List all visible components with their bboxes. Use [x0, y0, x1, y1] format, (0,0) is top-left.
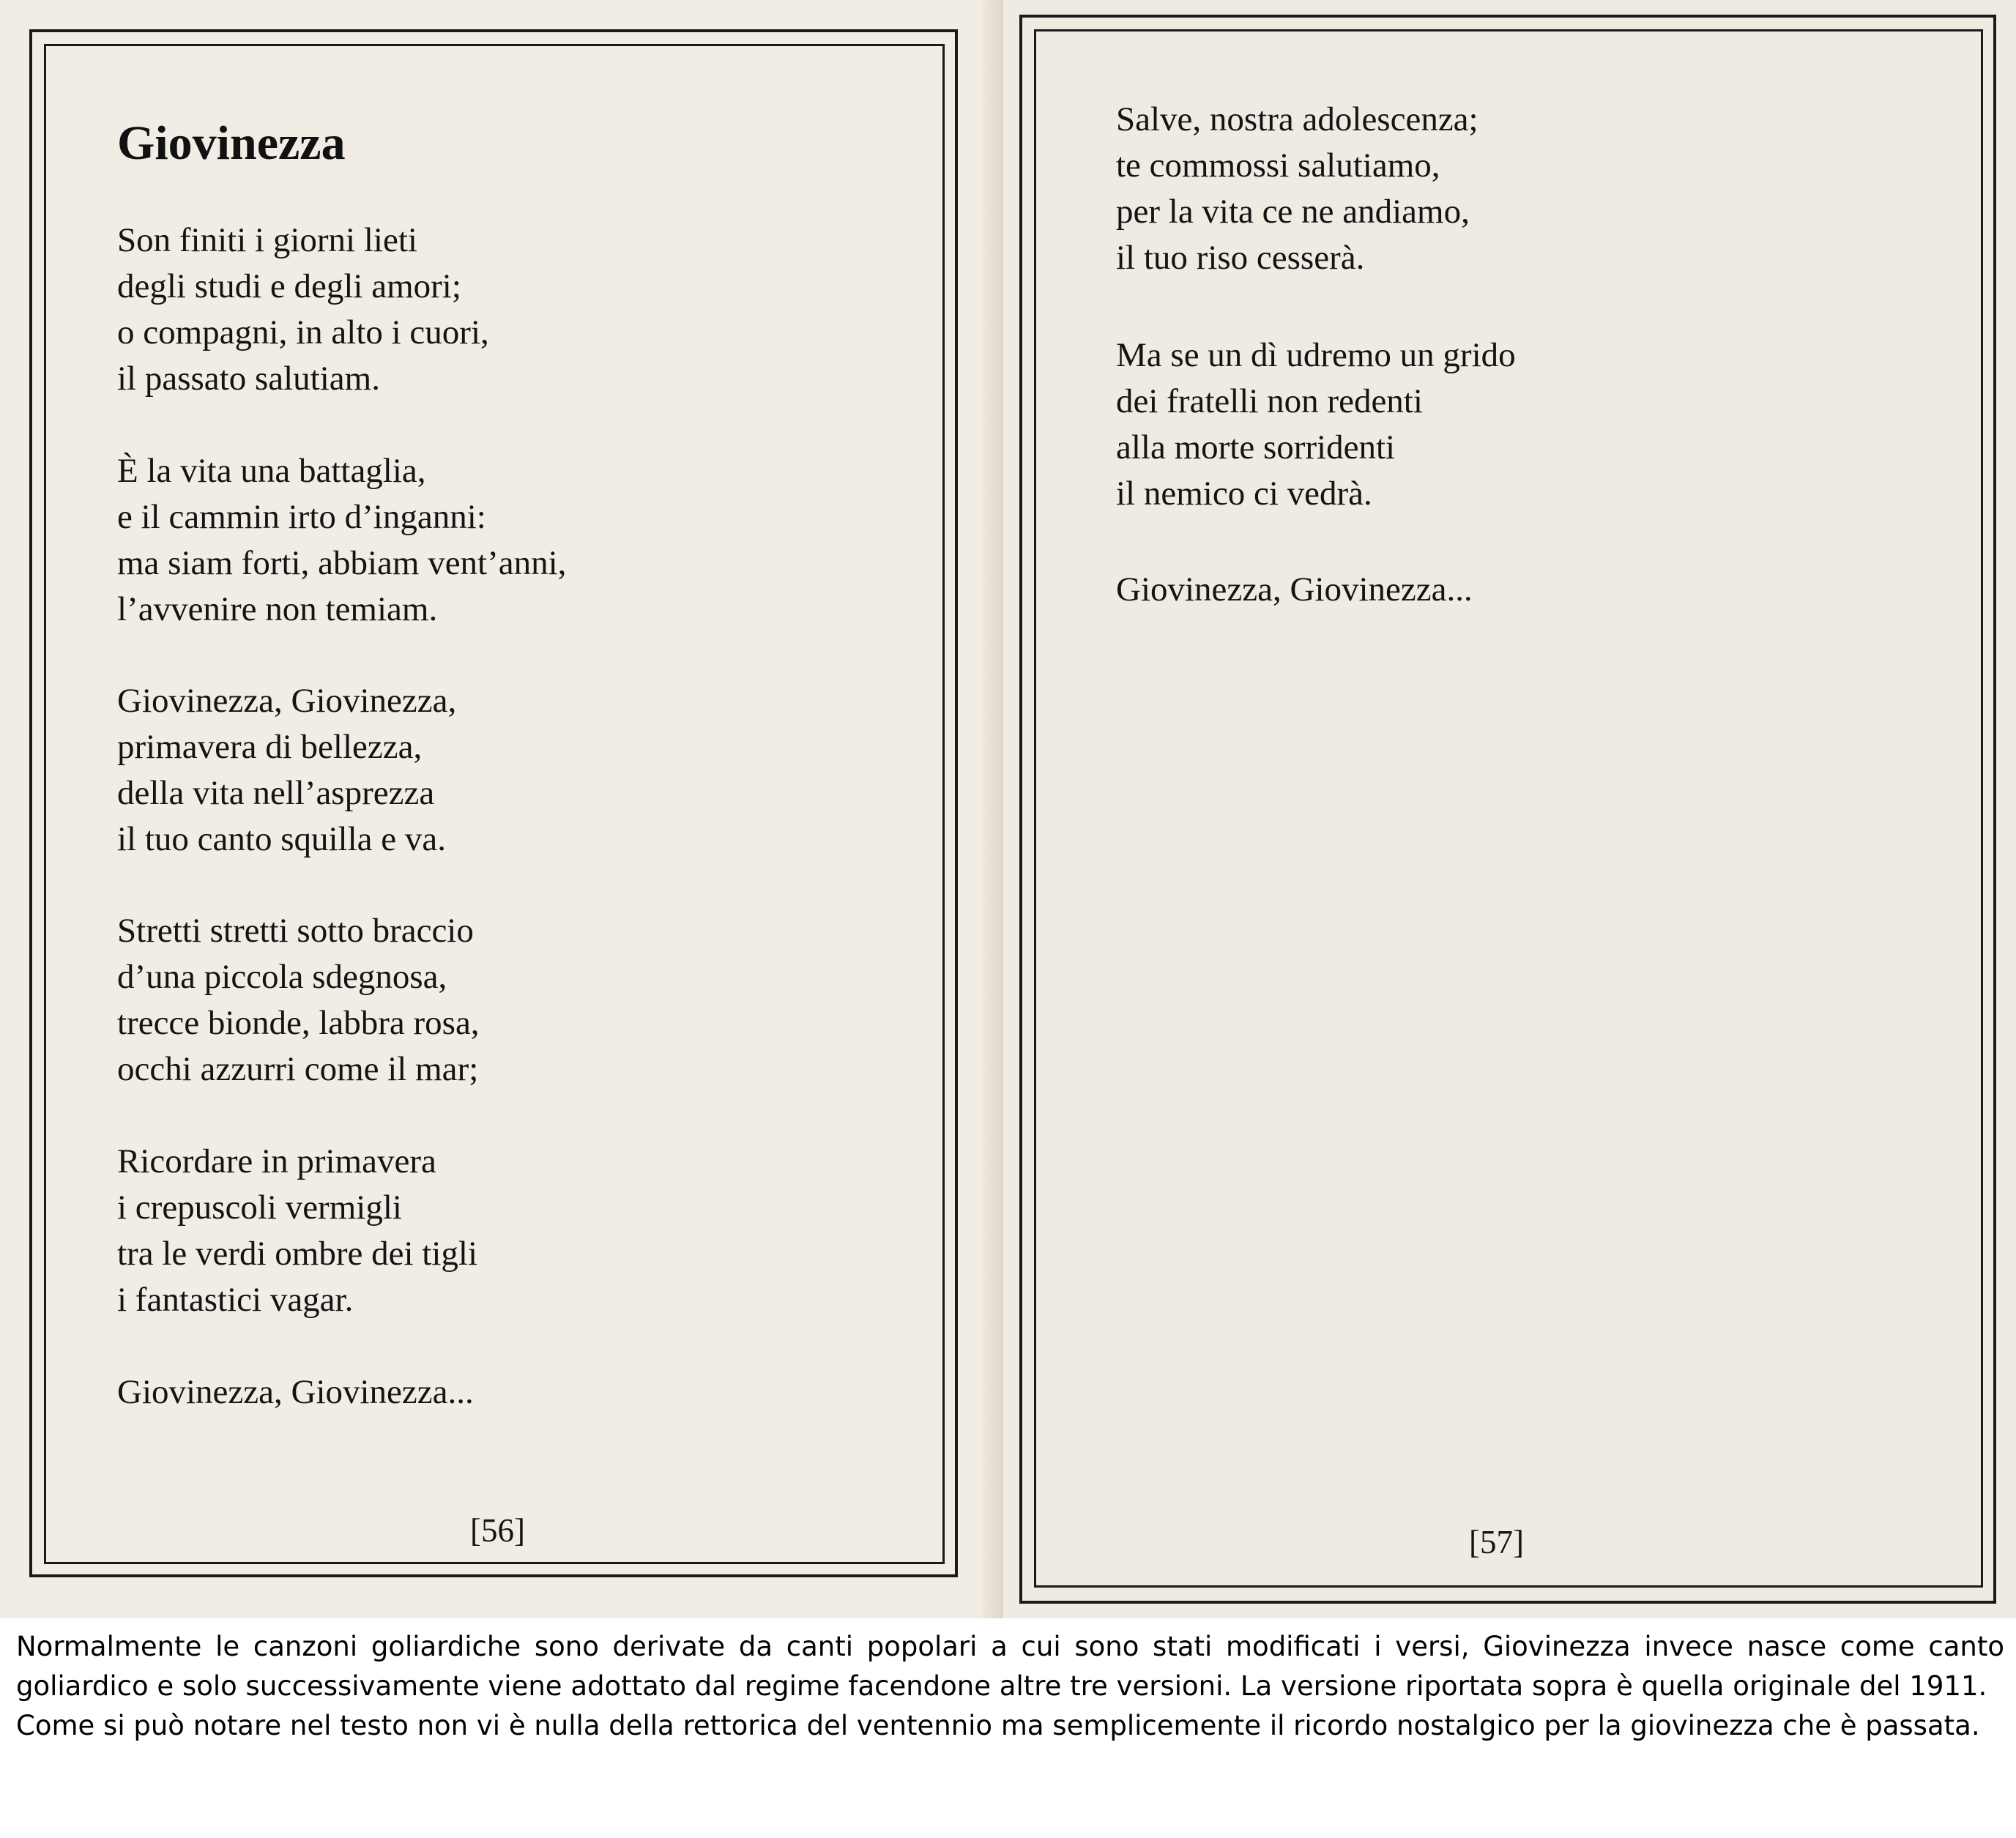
verse-line: Stretti stretti sotto braccio — [117, 912, 474, 950]
verse-line: È la vita una battaglia, — [117, 452, 426, 490]
verse-line: degli studi e degli amori; — [117, 267, 461, 305]
verse-line: ma siam forti, abbiam vent’anni, — [117, 544, 567, 582]
verse-line: o compagni, in alto i cuori, — [117, 313, 489, 351]
verse-line: dei fratelli non redenti — [1116, 382, 1423, 420]
verse-line: il tuo riso cesserà. — [1116, 239, 1365, 277]
verse-line: i crepuscoli vermigli — [117, 1188, 402, 1227]
left-stanza-2 — [117, 448, 566, 633]
verse-line: tra le verdi ombre dei tigli — [117, 1235, 478, 1273]
caption-paragraph-1: Normalmente le canzoni goliardiche sono derivate da canti popolari a cui sono stati modificati i versi, Giovinezza invece nasce come canto goliardico e solo successivamente viene adottato dal regime facendone altre tre versioni. La versione riportata sopra è quella originale del 1911. — [16, 1631, 2004, 1702]
caption-note — [16, 1627, 2004, 1746]
verse-line: i fantastici vagar. — [117, 1281, 354, 1319]
verse-line: Giovinezza, Giovinezza, — [117, 682, 457, 720]
left-stanza-1 — [117, 217, 489, 402]
left-stanza-3 — [117, 678, 456, 863]
verse-line: alla morte sorridenti — [1116, 428, 1396, 466]
right-page — [1003, 0, 2016, 1618]
left-refrain: Giovinezza, Giovinezza... — [117, 1373, 474, 1411]
verse-line: primavera di bellezza, — [117, 728, 423, 766]
verse-line: trecce bionde, labbra rosa, — [117, 1004, 480, 1042]
verse-line: il tuo canto squilla e va. — [117, 820, 447, 858]
verse-line: il nemico ci vedrà. — [1116, 475, 1372, 513]
verse-line: occhi azzurri come il mar; — [117, 1050, 479, 1088]
verse-line: l’avvenire non temiam. — [117, 590, 438, 628]
verse-line: Ricordare in primavera — [117, 1142, 436, 1180]
verse-line: Ma se un dì udremo un grido — [1116, 336, 1516, 374]
right-stanza-1 — [1116, 97, 1478, 281]
verse-line: Salve, nostra adolescenza; — [1116, 100, 1478, 138]
verse-line: e il cammin irto d’inganni: — [117, 498, 486, 536]
verse-line: d’una piccola sdegnosa, — [117, 958, 447, 996]
page-number-left: [56] — [470, 1512, 525, 1549]
page-number-right: [57] — [1469, 1524, 1524, 1560]
verse-line: per la vita ce ne andiamo, — [1116, 193, 1470, 231]
verse-line: il passato salutiam. — [117, 360, 380, 398]
verse-line: della vita nell’asprezza — [117, 774, 435, 812]
left-page — [0, 0, 996, 1618]
left-stanza-4 — [117, 908, 480, 1093]
left-stanza-5 — [117, 1139, 477, 1323]
caption-paragraph-2: Come si può notare nel testo non vi è nulla della rettorica del ventennio ma semplicemente il ricordo nostalgico per la giovinezza che è passata. — [16, 1710, 1980, 1741]
right-refrain: Giovinezza, Giovinezza... — [1116, 570, 1473, 609]
poem-title: Giovinezza — [117, 116, 346, 170]
verse-line: te commossi salutiamo, — [1116, 146, 1440, 185]
right-stanza-2 — [1116, 332, 1516, 517]
verse-line: Son finiti i giorni lieti — [117, 221, 417, 259]
